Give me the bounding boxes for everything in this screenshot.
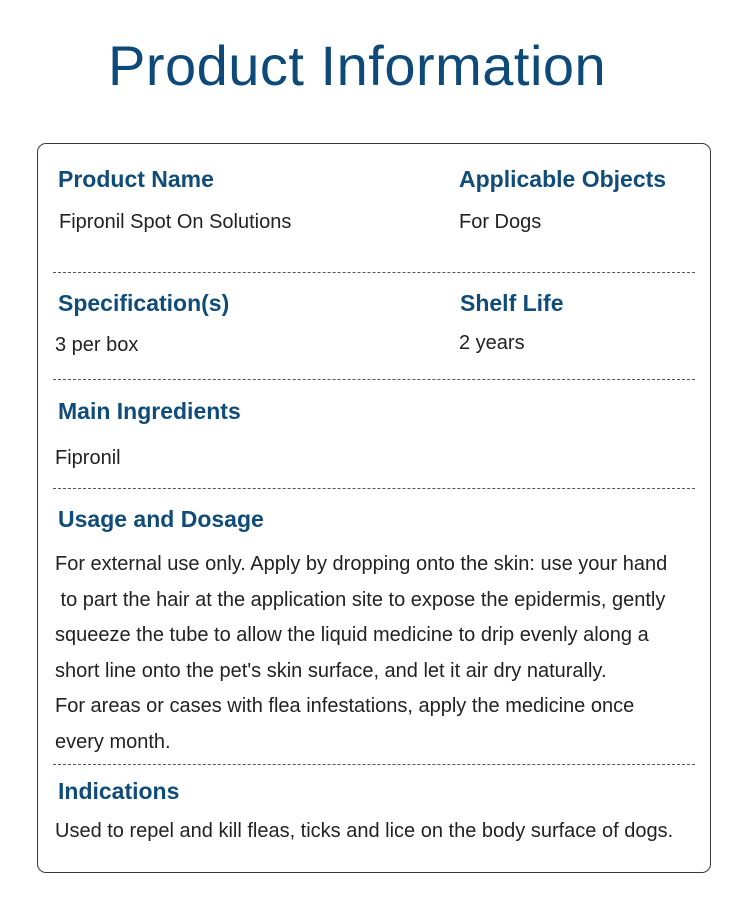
section-divider: [53, 379, 695, 380]
applicable-objects-value: For Dogs: [459, 211, 542, 233]
product-name-heading: Product Name: [58, 166, 214, 192]
section-divider: [53, 488, 695, 489]
indications-value: Used to repel and kill fleas, ticks and lice on the body surface of dogs.: [55, 820, 674, 842]
usage-dosage-line: to part the hair at the application site to expose the epidermis, gently: [55, 588, 666, 611]
main-ingredients-value: Fipronil: [55, 447, 121, 469]
specifications-value: 3 per box: [55, 334, 139, 356]
usage-dosage-line: For external use only. Apply by dropping onto the skin: use your hand: [55, 553, 668, 575]
specifications-heading: Specification(s): [58, 290, 230, 316]
usage-dosage-text: [55, 547, 715, 760]
product-name-value: Fipronil Spot On Solutions: [59, 211, 292, 233]
section-divider: [53, 272, 695, 273]
page-title: Product Information: [108, 34, 607, 97]
applicable-objects-heading: Applicable Objects: [459, 166, 667, 192]
usage-dosage-line: every month.: [55, 730, 171, 753]
shelf-life-heading: Shelf Life: [460, 290, 564, 316]
usage-dosage-heading: Usage and Dosage: [58, 506, 264, 532]
main-ingredients-heading: Main Ingredients: [58, 398, 241, 424]
indications-heading: Indications: [58, 778, 180, 804]
usage-dosage-line: short line onto the pet's skin surface, and let it air dry naturally.: [55, 659, 607, 682]
usage-dosage-line: For areas or cases with flea infestations, apply the medicine once: [55, 695, 635, 717]
usage-dosage-line: squeeze the tube to allow the liquid medicine to drip evenly along a: [55, 624, 649, 646]
section-divider: [53, 764, 695, 765]
shelf-life-value: 2 years: [459, 332, 525, 354]
